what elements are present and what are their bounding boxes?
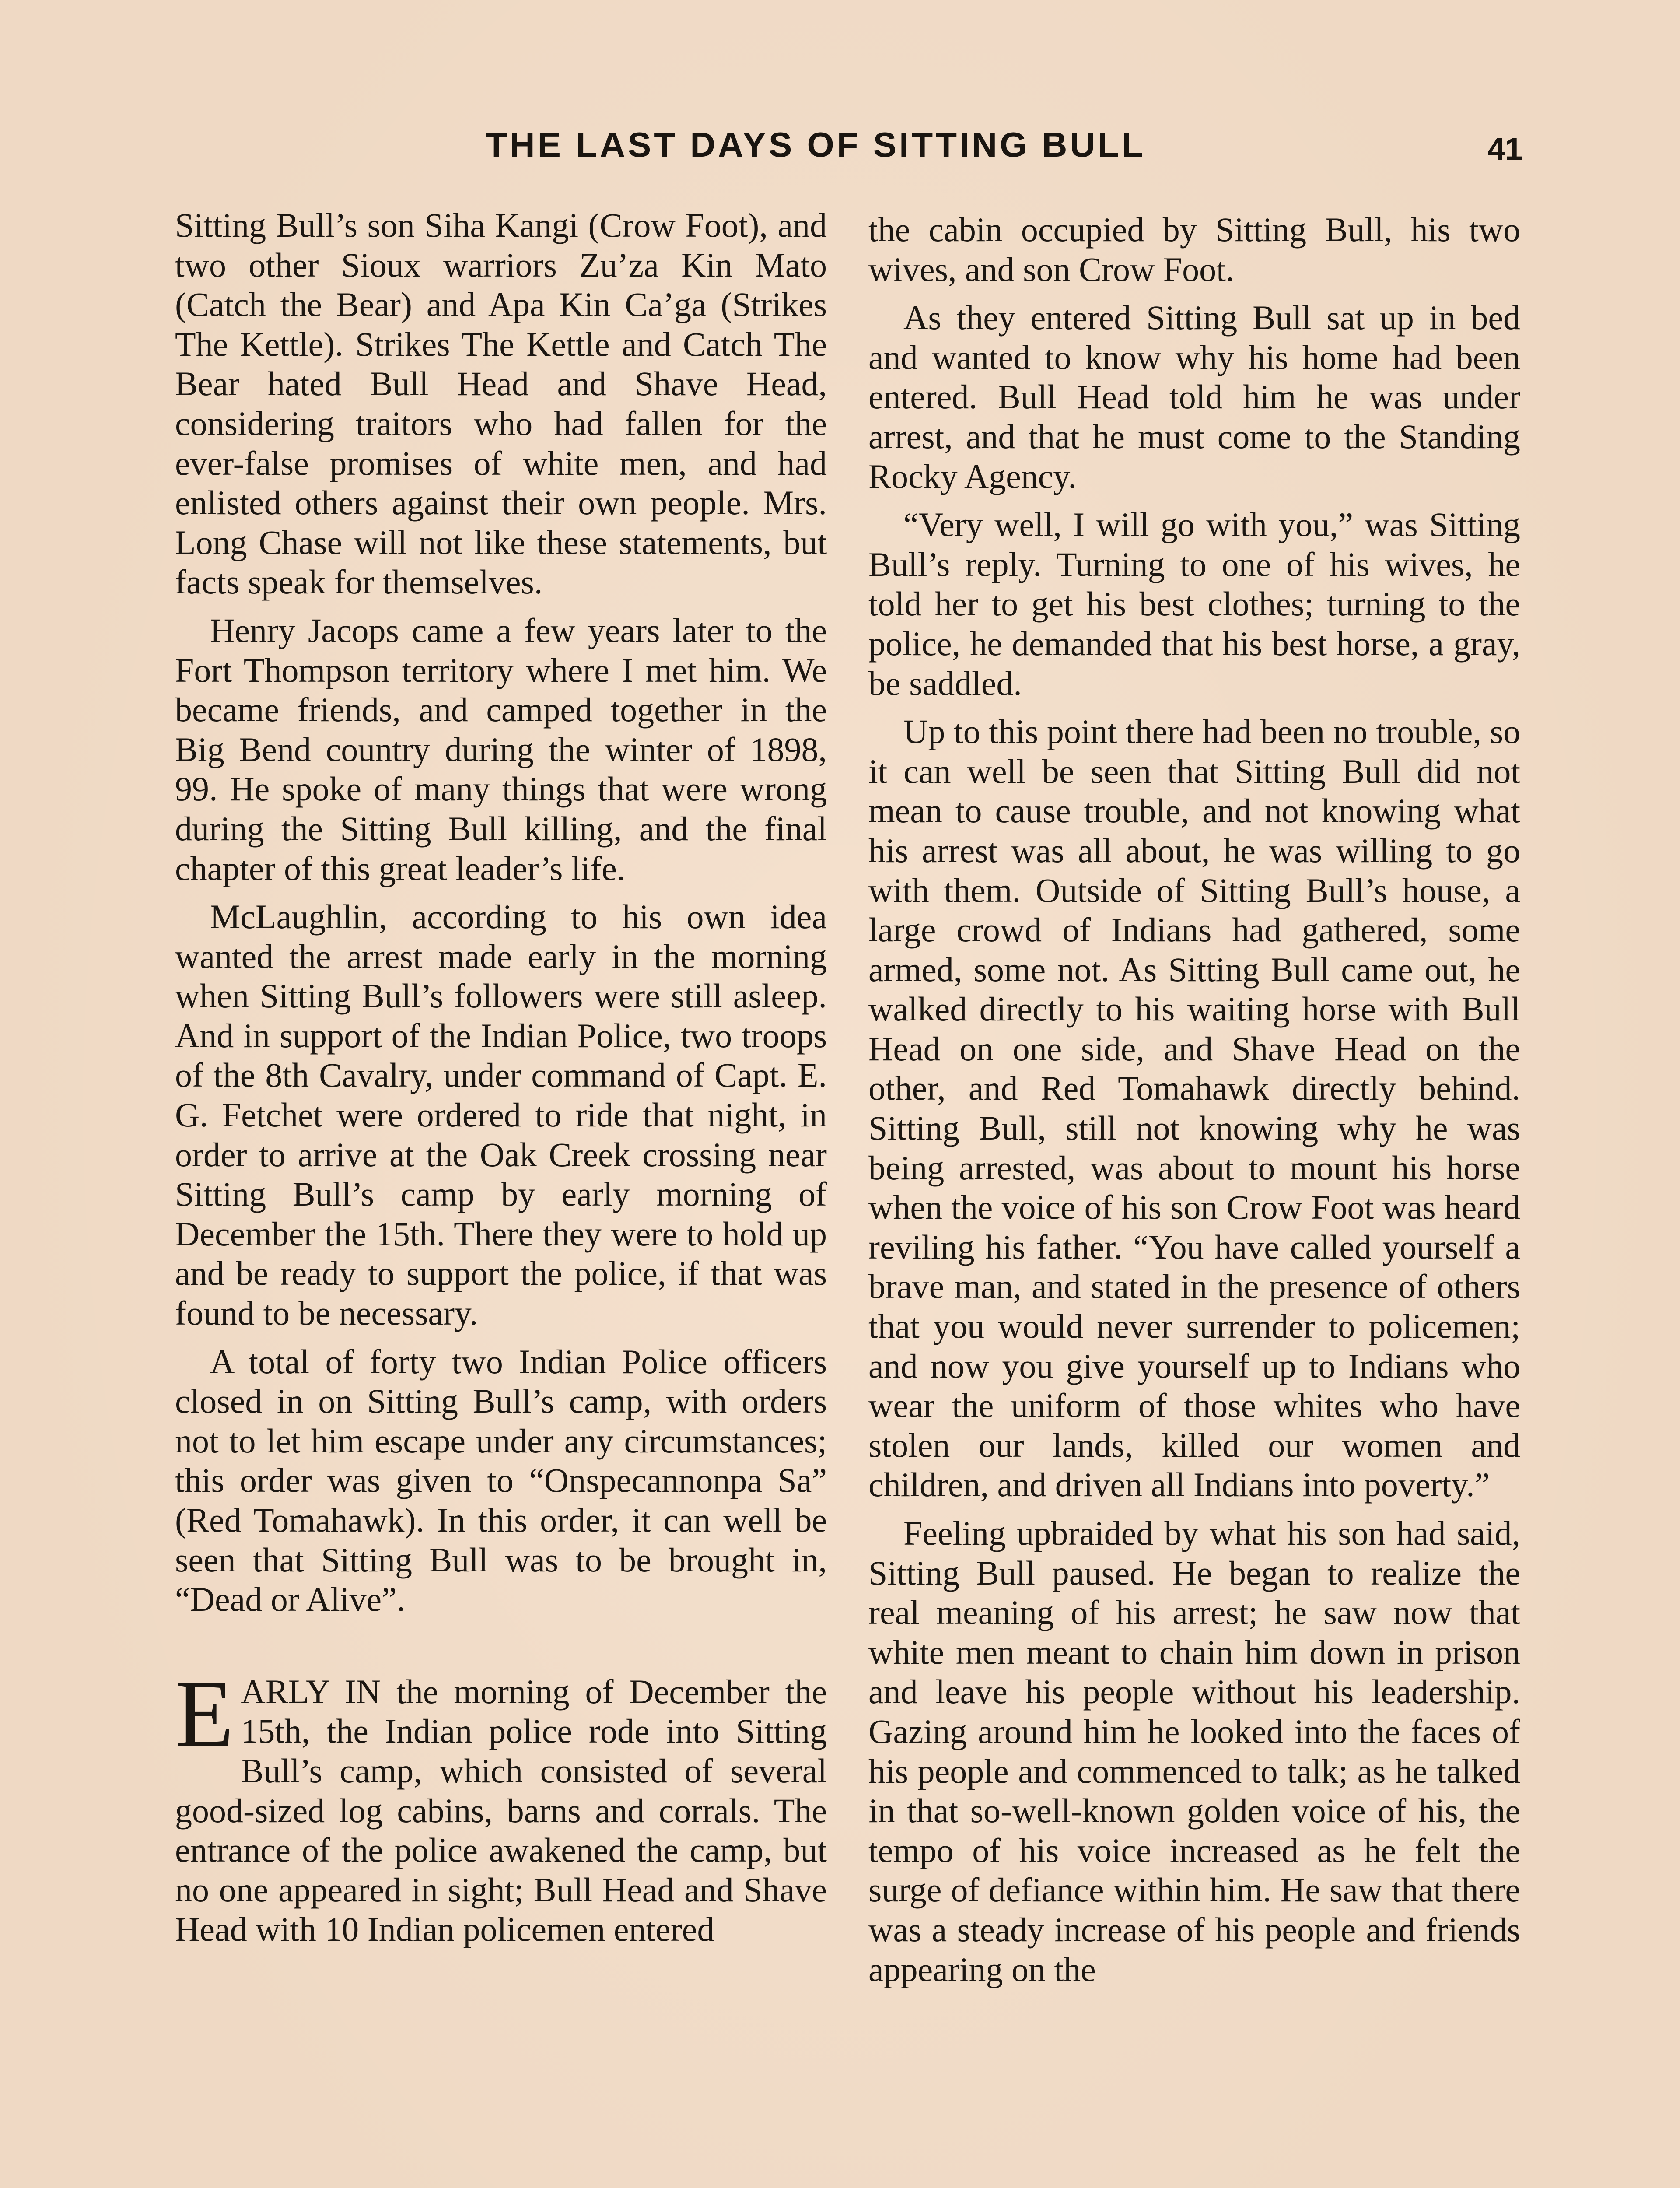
- drop-cap: E: [175, 1660, 234, 1767]
- paragraph: Henry Jacops came a few years later to the Fort Thompson territory where I met him. We became friends, and camped together in the Big Bend country during the winter of 1898, 99. He spoke of many things that were wrong during the Sitting Bull killing, and the final chapter of this great leader’s life.: [175, 611, 827, 887]
- paragraph: As they entered Sitting Bull sat up in bed and wanted to know why his home had been entered. Bull Head told him he was under arrest, and that he must come to the Standing Rocky Agency.: [868, 298, 1520, 495]
- paragraph-text: ARLY IN the morning of December the 15th, the Indian police rode into Sitting Bull’s camp, which consisted of several good-sized log cabins, barns and corrals. The entrance of the police awakened the camp, but no one appeared in sight; Bull Head and Shave Head with 10 Indian policemen entered: [175, 1672, 827, 1949]
- paragraph: “Very well, I will go with you,” was Sitting Bull’s reply. Turning to one of his wives, he told her to get his best clothes; turning to the police, he demanded that his best horse, a gray, be saddled.: [868, 505, 1520, 702]
- paragraph: the cabin occupied by Sitting Bull, his two wives, and son Crow Foot.: [868, 210, 1520, 288]
- page-number: 41: [1488, 132, 1523, 167]
- paragraph: McLaughlin, according to his own idea wanted the arrest made early in the morning when Sitting Bull’s followers were still asleep. And in support of the Indian Police, two troops of the 8th Cavalry, under command of Capt. E. G. Fetchet were ordered to ride that night, in order to arrive at the Oak Creek crossing near Sitting Bull’s camp by early morning of December the 15th. There they were to hold up and be ready to support the police, if that was found to be necessary.: [175, 898, 827, 1332]
- paragraph: Feeling upbraided by what his son had said, Sitting Bull paused. He began to realize the real meaning of his arrest; he saw now that white men meant to chain him down in prison and leave his people without his leadership. Gazing around him he looked into the faces of his people and commenced to talk; as he talked in that so-well-known golden voice of his, the tempo of his voice increased as he felt the surge of defiance within him. He saw that there was a steady increase of his people and friends appearing on the: [868, 1514, 1520, 1988]
- paragraph: A total of forty two Indian Police officers closed in on Sitting Bull’s camp, with orders not to let him escape under any circumstances; this order was given to “Onspecannonpa Sa” (Red Tomahawk). In this order, it can well be seen that Sitting Bull was to be brought in, “Dead or Alive”.: [175, 1342, 827, 1619]
- left-column: [175, 206, 827, 1958]
- running-header: THE LAST DAYS OF SITTING BULL: [486, 125, 1146, 164]
- paragraph: Sitting Bull’s son Siha Kangi (Crow Foot), and two other Sioux warriors Zu’za Kin Mato (Catch the Bear) and Apa Kin Ca’ga (Strikes The Kettle). Strikes The Kettle and Catch The Bear hated Bull Head and Shave Head, considering traitors who had fallen for the ever-false promises of white men, and had enlisted others against their own people. Mrs. Long Chase will not like these statements, but facts speak for themselves.: [175, 206, 827, 601]
- section-paragraph: [175, 1660, 827, 1950]
- right-column: [868, 210, 1520, 1998]
- paragraph: Up to this point there had been no trouble, so it can well be seen that Sitting Bull did not mean to cause trouble, and not knowing what his arrest was all about, he was willing to go with them. Outside of Sitting Bull’s house, a large crowd of Indians had gathered, some armed, some not. As Sitting Bull came out, he walked directly to his waiting horse with Bull Head on one side, and Shave Head on the other, and Red Tomahawk directly behind. Sitting Bull, still not knowing why he was being arrested, was about to mount his horse when the voice of his son Crow Foot was heard reviling his father. “You have called yourself a brave man, and stated in the presence of others that you would never surrender to policemen; and now you give yourself up to Indians who wear the uniform of those whites who have stolen our lands, killed our women and children, and driven all Indians into poverty.”: [868, 712, 1520, 1504]
